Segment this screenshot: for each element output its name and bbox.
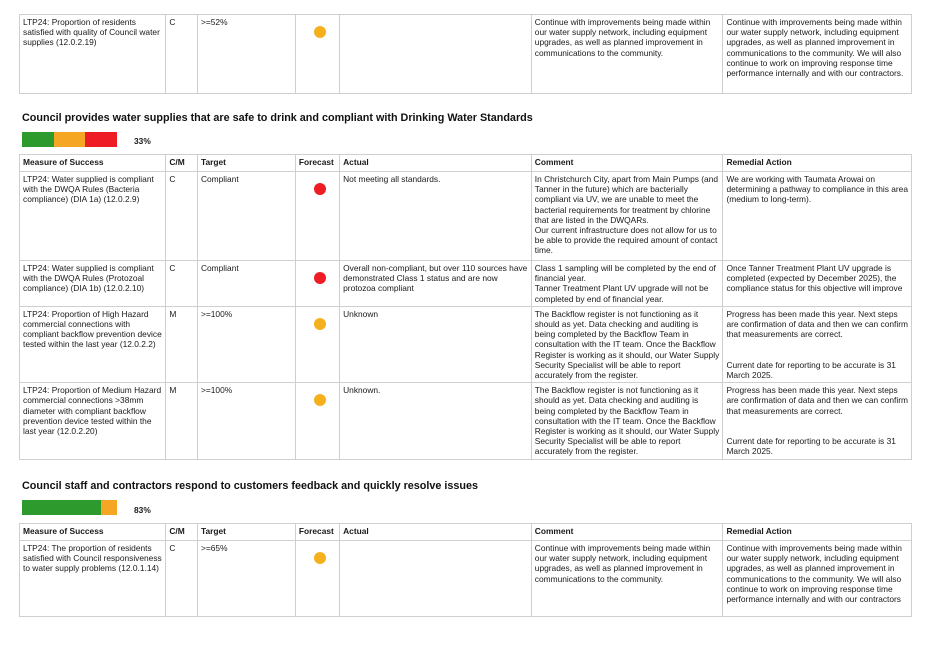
remedial-cell: Continue with improvements being made within our water supply network, including equipment upgrades, as well as planned improvement in communications to the community. We will also continue to work on improving response time performance internally and with our contractors. xyxy=(723,15,912,94)
forecast-status-dot xyxy=(314,26,326,38)
remedial-cell: We are working with Taumata Arowai on determining a pathway to compliance in this area (medium to long-term). xyxy=(723,172,912,261)
actual-cell xyxy=(340,541,532,617)
table-row xyxy=(20,261,912,307)
measures-table xyxy=(19,154,912,460)
actual-cell xyxy=(340,15,532,94)
target-cell: Compliant xyxy=(197,261,295,307)
actual-cell: Unknown xyxy=(340,306,532,382)
forecast-cell xyxy=(295,306,339,382)
progress-percent: 83% xyxy=(134,505,151,515)
remedial-cell: Progress has been made this year. Next steps are confirmation of data and then we can confirm that measurements are correct. Current date for reporting to be accurate is 31 March 2025. xyxy=(723,306,912,382)
cm-cell: C xyxy=(166,15,198,94)
header-comment: Comment xyxy=(531,155,723,172)
table-row xyxy=(20,172,912,261)
table-row xyxy=(20,383,912,459)
measure-cell: LTP24: The proportion of residents satisfied with Council responsiveness to water supply problems (12.0.1.14) xyxy=(20,541,166,617)
header-target: Target xyxy=(197,155,295,172)
comment-cell: The Backflow register is not functioning as it should as yet. Data checking and auditing is being completed by the Backflow Team in consultation with the IT team. Once the Backflow Register is working as it should, our Water Supply Security Specialist will be able to report accurately from the register. xyxy=(531,383,723,459)
progress-segment xyxy=(85,132,117,147)
remedial-cell: Continue with improvements being made within our water supply network, including equipment upgrades, as well as planned improvement in communications to the community. We will also continue to work on improving response time performance internally and with our contractors xyxy=(723,541,912,617)
progress-segment xyxy=(54,132,86,147)
measure-cell: LTP24: Water supplied is compliant with the DWQA Rules (Bacteria compliance) (DIA 1a) (12.0.2.9) xyxy=(20,172,166,261)
measure-cell: LTP24: Proportion of Medium Hazard commercial connections >38mm diameter with compliant backflow prevention device tested within the last year (12.0.2.20) xyxy=(20,383,166,459)
target-cell: >=100% xyxy=(197,306,295,382)
forecast-cell xyxy=(295,383,339,459)
table-row xyxy=(20,15,912,94)
section-title: Council staff and contractors respond to customers feedback and quickly resolve issues xyxy=(22,480,478,492)
forecast-cell xyxy=(295,15,339,94)
table-row xyxy=(20,541,912,617)
actual-cell: Not meeting all standards. xyxy=(340,172,532,261)
cm-cell: M xyxy=(166,306,198,382)
table-header-row xyxy=(20,524,912,541)
measures-table xyxy=(19,523,912,617)
section-title: Council provides water supplies that are safe to drink and compliant with Drinking Water Standards xyxy=(22,112,533,124)
progress-bar xyxy=(22,500,117,515)
cm-cell: C xyxy=(166,261,198,307)
header-measure: Measure of Success xyxy=(20,155,166,172)
measure-cell: LTP24: Proportion of residents satisfied with quality of Council water supplies (12.0.2.19) xyxy=(20,15,166,94)
forecast-cell xyxy=(295,261,339,307)
header-measure: Measure of Success xyxy=(20,524,166,541)
target-cell: Compliant xyxy=(197,172,295,261)
header-actual: Actual xyxy=(340,155,532,172)
measure-cell: LTP24: Proportion of High Hazard commercial connections with compliant backflow prevention device tested within the last year (12.0.2.2) xyxy=(20,306,166,382)
comment-cell: Class 1 sampling will be completed by the end of financial year. Tanner Treatment Plant UV upgrade will not be completed by end of financial year. xyxy=(531,261,723,307)
forecast-cell xyxy=(295,172,339,261)
progress-segment xyxy=(101,500,117,515)
forecast-cell xyxy=(295,541,339,617)
target-cell: >=52% xyxy=(197,15,295,94)
header-comment: Comment xyxy=(531,524,723,541)
progress-percent: 33% xyxy=(134,136,151,146)
forecast-status-dot xyxy=(314,272,326,284)
measure-cell: LTP24: Water supplied is compliant with the DWQA Rules (Protozoal compliance) (DIA 1b) (12.0.2.10) xyxy=(20,261,166,307)
progress-segment xyxy=(22,132,54,147)
actual-cell: Overall non-compliant, but over 110 sources have demonstrated Class 1 status and are now protozoa compliant xyxy=(340,261,532,307)
target-cell: >=65% xyxy=(197,541,295,617)
comment-cell: In Christchurch City, apart from Main Pumps (and Tanner in the future) which are bacterially compliant via UV, we are unable to meet the bacterial requirements for treatment by chlorine that are listed in the DWQARs. Our current infrastructure does not allow for us to be able to provide the required amount of contact time. xyxy=(531,172,723,261)
comment-cell: Continue with improvements being made within our water supply network, including equipment upgrades, as well as planned improvement in communications to the community. xyxy=(531,15,723,94)
table-row xyxy=(20,306,912,382)
forecast-status-dot xyxy=(314,394,326,406)
header-cm: C/M xyxy=(166,524,198,541)
cm-cell: M xyxy=(166,383,198,459)
forecast-status-dot xyxy=(314,183,326,195)
cm-cell: C xyxy=(166,172,198,261)
forecast-status-dot xyxy=(314,318,326,330)
comment-cell: Continue with improvements being made within our water supply network, including equipment upgrades, as well as planned improvement in communications to the community. xyxy=(531,541,723,617)
header-remedial: Remedial Action xyxy=(723,155,912,172)
comment-cell: The Backflow register is not functioning as it should as yet. Data checking and auditing is being completed by the Backflow Team in consultation with the IT team. Once the Backflow Register is working as it should, our Water Supply Security Specialist will be able to report accurately from the register. xyxy=(531,306,723,382)
header-remedial: Remedial Action xyxy=(723,524,912,541)
top-results-table xyxy=(19,14,912,94)
remedial-cell: Once Tanner Treatment Plant UV upgrade is completed (expected by December 2025), the compliance status for this objective will improve xyxy=(723,261,912,307)
target-cell: >=100% xyxy=(197,383,295,459)
header-actual: Actual xyxy=(340,524,532,541)
progress-segment xyxy=(22,500,101,515)
forecast-status-dot xyxy=(314,552,326,564)
remedial-cell: Progress has been made this year. Next steps are confirmation of data and then we can confirm that measurements are correct. Current date for reporting to be accurate is 31 March 2025. xyxy=(723,383,912,459)
header-cm: C/M xyxy=(166,155,198,172)
cm-cell: C xyxy=(166,541,198,617)
table-header-row xyxy=(20,155,912,172)
progress-bar xyxy=(22,132,117,147)
header-target: Target xyxy=(197,524,295,541)
header-forecast: Forecast xyxy=(295,155,339,172)
header-forecast: Forecast xyxy=(295,524,339,541)
actual-cell: Unknown. xyxy=(340,383,532,459)
